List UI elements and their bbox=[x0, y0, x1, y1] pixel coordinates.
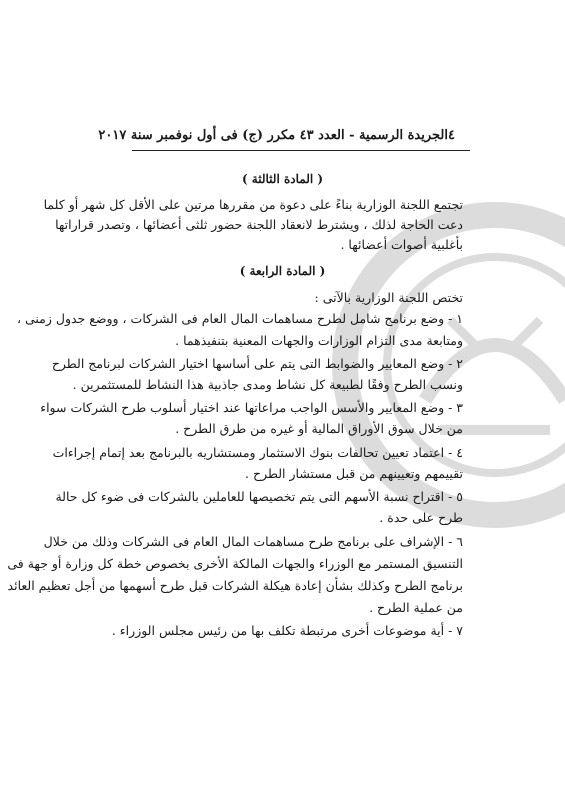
gazette-title: الجريدة الرسمية - العدد ٤٣ مكرر (ج) فى أول نوفمبر سنة ٢٠١٧ bbox=[98, 128, 449, 143]
text-line: دعت الحاجة لذلك ، ويشترط لانعقاد اللجنة حضور ثلثى أعضائها ، وتصدر قراراتها bbox=[55, 217, 463, 232]
text-line: ٦ - الإشراف على برنامج طرح مساهمات المال العام فى الشركات وذلك من خلال bbox=[43, 534, 463, 549]
text-line: التنسيق المستمر مع الوزراء والجهات المالكة الأخرى بخصوص خطة كل وزارة أو جهة فى bbox=[7, 556, 463, 571]
text-line: تختص اللجنة الوزارية بالآتى : bbox=[314, 290, 463, 305]
text-line: من عملية الطرح . bbox=[369, 600, 463, 615]
header-divider bbox=[132, 150, 470, 151]
text-line: بأغلبية أصوات أعضائها . bbox=[340, 237, 463, 252]
page-header bbox=[98, 128, 455, 143]
text-line: طرح على حدة . bbox=[379, 510, 463, 525]
text-line: ٢ - وضع المعايير والضوابط التى يتم على أساسها اختيار الشركات لبرنامج الطرح bbox=[51, 356, 463, 371]
page-number: ٤ bbox=[448, 128, 455, 143]
text-line: ٧ - أية موضوعات أخرى مرتبطة تكلف بها من رئيس مجلس الوزراء . bbox=[111, 623, 463, 638]
text-line: ١ - وضع برنامج شامل لطرح مساهمات المال العام فى الشركات ، ووضع جدول زمنى ، bbox=[16, 311, 463, 326]
article-3-heading: ( المادة الثالثة ) bbox=[241, 172, 324, 186]
text-line: برنامج الطرح وكذلك بشأن إعادة هيكلة الشركات قبل طرح أسهمها من أجل تعظيم العائد bbox=[7, 578, 463, 593]
text-line: ٤ - اعتماد تعيين تحالفات بنوك الاستثمار ومستشاريه بالبرنامج بعد إتمام إجراءات bbox=[52, 445, 463, 460]
text-line: تقييمهم وتعيينهم من قبل مستشار الطرح . bbox=[245, 466, 463, 481]
article-4-heading: ( المادة الرابعة ) bbox=[239, 264, 326, 278]
text-line: ونسب الطرح وفقًا لطبيعة كل نشاط ومدى جاذبية هذا النشاط للمستثمرين . bbox=[72, 377, 463, 392]
text-line: من خلال سوق الأوراق المالية أو غيره من طرق الطرح . bbox=[175, 421, 463, 436]
text-line: ومتابعة مدى التزام الوزارات والجهات المعنية بتنفيذهما . bbox=[175, 333, 463, 348]
text-line: تجتمع اللجنة الوزارية بناءً على دعوة من مقررها مرتين على الأقل كل شهر أو كلما bbox=[43, 197, 463, 212]
text-line: ٣ - وضع المعايير والأسس الواجب مراعاتها عند اختيار أسلوب طرح الشركات سواء bbox=[40, 400, 463, 415]
text-line: ٥ - اقتراح نسبة الأسهم التى يتم تخصيصها للعاملين بالشركات فى ضوء كل حالة bbox=[55, 489, 463, 504]
